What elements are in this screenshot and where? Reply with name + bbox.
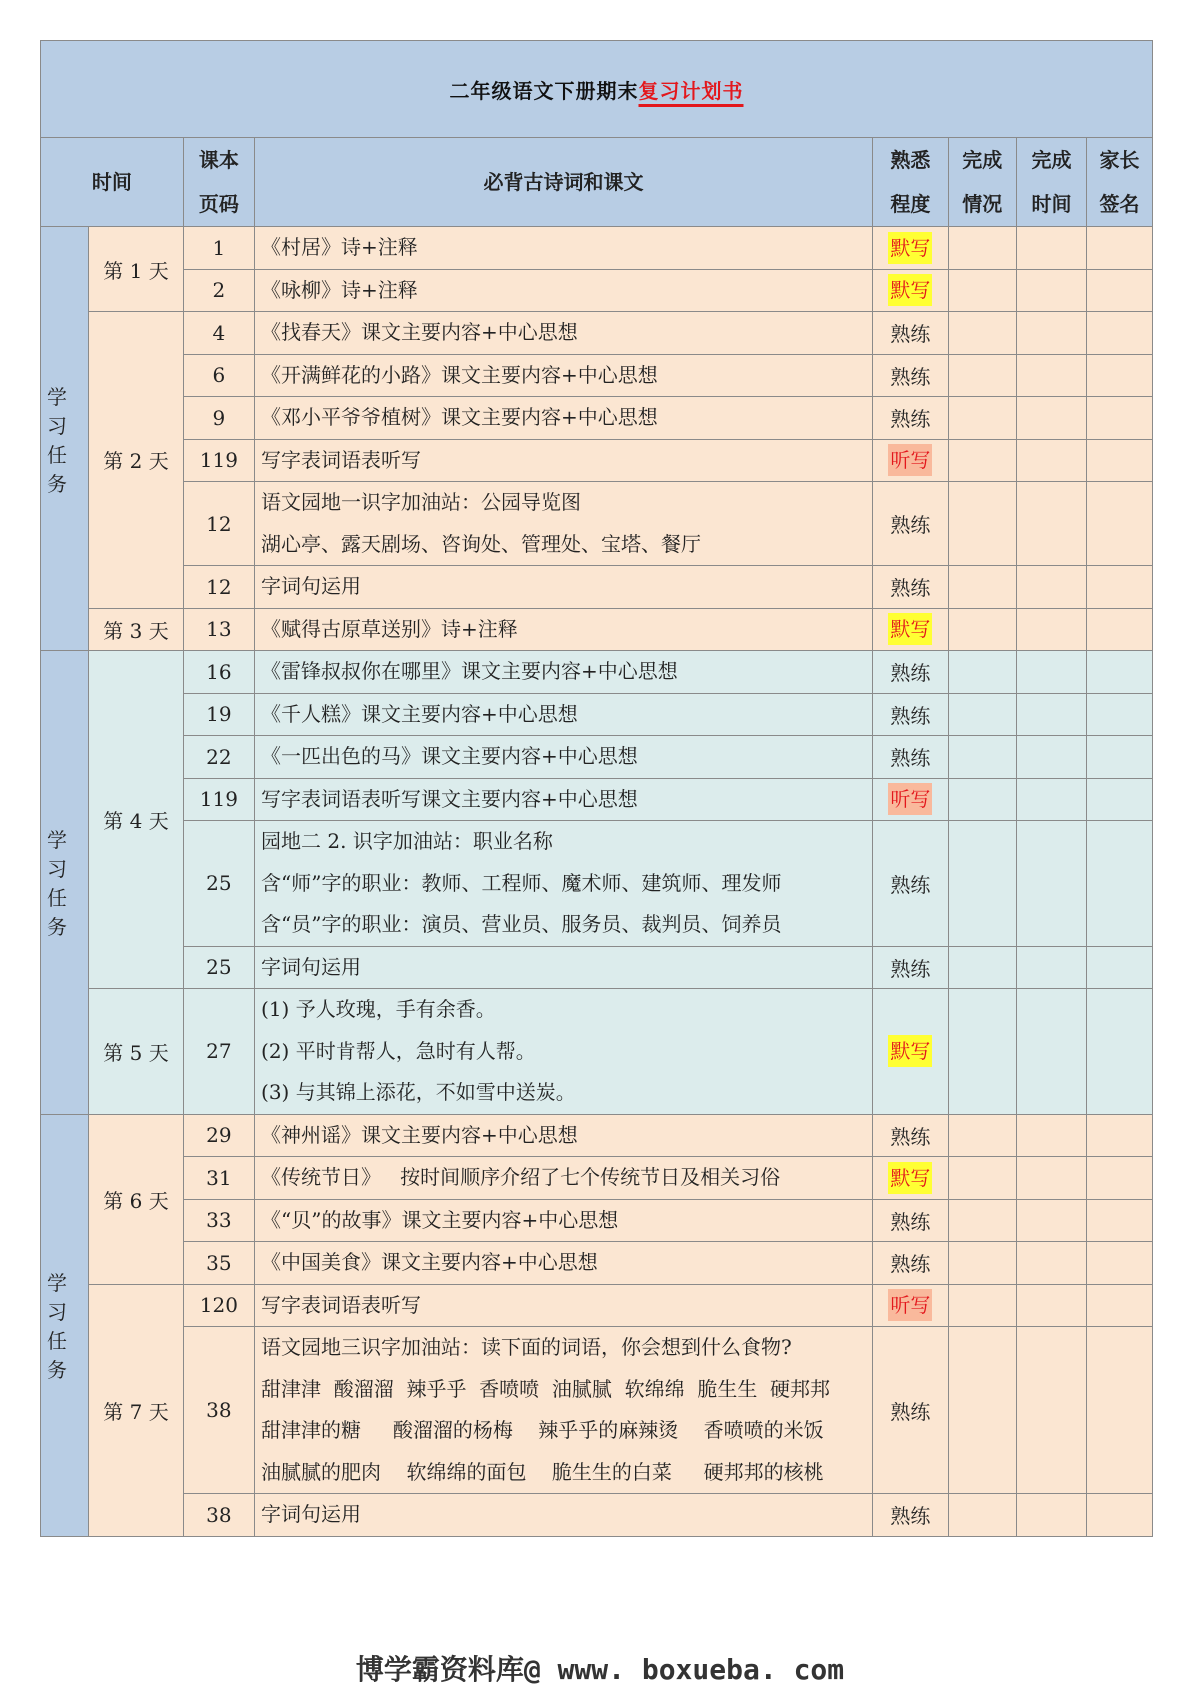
- page-number: 2: [183, 269, 254, 312]
- familiarity-cell: [873, 1199, 949, 1242]
- page-number: 12: [183, 482, 254, 566]
- familiarity-level: 默写: [888, 1035, 932, 1067]
- review-content: [255, 1494, 873, 1537]
- familiarity-cell: [873, 1327, 949, 1494]
- content-line: 《中国美食》课文主要内容+中心思想: [261, 1250, 598, 1274]
- review-content: [255, 693, 873, 736]
- plan-row: [41, 439, 1153, 482]
- parent-signature-cell[interactable]: [1087, 778, 1153, 821]
- plan-row: [41, 312, 1153, 355]
- content-line: 甜津津的糖 酸溜溜的杨梅 辣乎乎的麻辣烫 香喷喷的米饭: [261, 1418, 824, 1442]
- content-line: 含“员”字的职业：演员、营业员、服务员、裁判员、饲养员: [261, 912, 782, 936]
- page-number: 6: [183, 354, 254, 397]
- completion-status-cell[interactable]: [948, 1157, 1016, 1200]
- page-number: 27: [183, 989, 254, 1115]
- review-content: [255, 1242, 873, 1285]
- plan-row: [41, 482, 1153, 566]
- review-content: [255, 651, 873, 694]
- section-label: 学 习 任 务: [41, 227, 89, 651]
- page-number: 22: [183, 736, 254, 779]
- review-content: [255, 946, 873, 989]
- completion-time-cell[interactable]: [1016, 227, 1086, 270]
- page-number: 12: [183, 566, 254, 609]
- plan-row: [41, 1284, 1153, 1327]
- page-number: 1: [183, 227, 254, 270]
- parent-signature-cell[interactable]: [1087, 1284, 1153, 1327]
- parent-signature-cell[interactable]: [1087, 989, 1153, 1115]
- page-number: 31: [183, 1157, 254, 1200]
- content-line: 湖心亭、露天剧场、咨询处、管理处、宝塔、餐厅: [261, 531, 702, 556]
- page-number: 9: [183, 397, 254, 440]
- review-content: [255, 269, 873, 312]
- content-line: 《村居》诗+注释: [261, 235, 418, 259]
- familiarity-cell: [873, 1284, 949, 1327]
- plan-row: [41, 354, 1153, 397]
- content-line: 甜津津 酸溜溜 辣乎乎 香喷喷 油腻腻 软绵绵 脆生生 硬邦邦: [261, 1376, 831, 1401]
- familiarity-level: 熟练: [890, 407, 931, 432]
- completion-status-cell[interactable]: [948, 227, 1016, 270]
- section-label: 学 习 任 务: [41, 651, 89, 1115]
- page-number: 35: [183, 1242, 254, 1285]
- plan-row: [41, 989, 1153, 1115]
- content-line: 《神州谣》课文主要内容+中心思想: [261, 1122, 578, 1147]
- page-number: 119: [183, 439, 254, 482]
- familiarity-cell: [873, 397, 949, 440]
- plan-row: [41, 566, 1153, 609]
- content-line: 园地二 2. 识字加油站：职业名称: [261, 829, 553, 853]
- review-content: [255, 1114, 873, 1157]
- review-content: [255, 1157, 873, 1200]
- plan-row: [41, 227, 1153, 270]
- review-plan-table: [40, 40, 1153, 1537]
- completion-time-cell[interactable]: [1016, 693, 1086, 736]
- day-label: 第 3 天: [89, 608, 183, 651]
- completion-time-cell[interactable]: [1016, 439, 1086, 482]
- day-label: 第 2 天: [89, 312, 183, 609]
- completion-time-cell[interactable]: [1016, 354, 1086, 397]
- plan-row: [41, 946, 1153, 989]
- content-line: 《赋得古原草送别》诗+注释: [261, 616, 518, 641]
- content-line: 油腻腻的肥肉 软绵绵的面包 脆生生的白菜 硬邦邦的核桃: [261, 1459, 824, 1484]
- header-time: 时间: [41, 138, 184, 227]
- familiarity-cell: [873, 946, 949, 989]
- content-line: (3) 与其锦上添花，不如雪中送炭。: [261, 1080, 576, 1104]
- header-row: [41, 138, 1153, 227]
- plan-row: [41, 778, 1153, 821]
- page-number: 29: [183, 1114, 254, 1157]
- review-content: [255, 736, 873, 779]
- plan-row: [41, 651, 1153, 694]
- familiarity-level: 熟练: [890, 364, 931, 389]
- familiarity-cell: [873, 227, 949, 270]
- familiarity-level: 熟练: [890, 661, 931, 686]
- parent-signature-cell[interactable]: [1087, 566, 1153, 609]
- header-parent-signature: 家长 签名: [1087, 138, 1153, 227]
- review-content: [255, 397, 873, 440]
- familiarity-level: 默写: [888, 1162, 932, 1194]
- day-label: 第 4 天: [89, 651, 183, 989]
- completion-status-cell[interactable]: [948, 439, 1016, 482]
- review-content: [255, 1284, 873, 1327]
- completion-time-cell[interactable]: [1016, 651, 1086, 694]
- header-completion-status: 完成 情况: [948, 138, 1016, 227]
- plan-row: [41, 736, 1153, 779]
- familiarity-cell: [873, 439, 949, 482]
- completion-status-cell[interactable]: [948, 1114, 1016, 1157]
- completion-status-cell[interactable]: [948, 482, 1016, 566]
- review-content: [255, 566, 873, 609]
- plan-row: [41, 693, 1153, 736]
- completion-time-cell[interactable]: [1016, 946, 1086, 989]
- plan-row: [41, 1494, 1153, 1537]
- completion-status-cell[interactable]: [948, 269, 1016, 312]
- familiarity-cell: [873, 821, 949, 947]
- completion-time-cell[interactable]: [1016, 1157, 1086, 1200]
- completion-status-cell[interactable]: [948, 693, 1016, 736]
- familiarity-level: 熟练: [890, 1252, 931, 1277]
- completion-time-cell[interactable]: [1016, 397, 1086, 440]
- familiarity-level: 熟练: [890, 576, 931, 601]
- parent-signature-cell[interactable]: [1087, 608, 1153, 651]
- page-number: 13: [183, 608, 254, 651]
- completion-time-cell[interactable]: [1016, 736, 1086, 779]
- content-line: 含“师”字的职业：教师、工程师、魔术师、建筑师、理发师: [261, 870, 782, 895]
- content-line: (2) 平时肯帮人，急时有人帮。: [261, 1038, 536, 1063]
- familiarity-level: 熟练: [890, 322, 931, 347]
- completion-status-cell[interactable]: [948, 397, 1016, 440]
- content-line: 《千人糕》课文主要内容+中心思想: [261, 701, 578, 726]
- parent-signature-cell[interactable]: [1087, 227, 1153, 270]
- plan-row: [41, 821, 1153, 947]
- completion-time-cell[interactable]: [1016, 566, 1086, 609]
- page-number: 4: [183, 312, 254, 355]
- familiarity-level: 熟练: [890, 746, 931, 771]
- content-line: 《雷锋叔叔你在哪里》课文主要内容+中心思想: [261, 659, 678, 683]
- content-line: 字词句运用: [261, 954, 362, 979]
- completion-status-cell[interactable]: [948, 1284, 1016, 1327]
- content-line: 《“贝”的故事》课文主要内容+中心思想: [261, 1207, 619, 1232]
- review-content: [255, 1327, 873, 1494]
- plan-row: [41, 1199, 1153, 1242]
- parent-signature-cell[interactable]: [1087, 1327, 1153, 1494]
- familiarity-cell: [873, 269, 949, 312]
- familiarity-level: 默写: [888, 232, 932, 264]
- day-label: 第 1 天: [89, 227, 183, 312]
- familiarity-level: 听写: [888, 783, 932, 815]
- familiarity-cell: [873, 1114, 949, 1157]
- review-plan-sheet: [40, 40, 1153, 1537]
- completion-status-cell[interactable]: [948, 354, 1016, 397]
- content-line: 字词句运用: [261, 574, 362, 598]
- parent-signature-cell[interactable]: [1087, 354, 1153, 397]
- familiarity-cell: [873, 778, 949, 821]
- completion-status-cell[interactable]: [948, 1242, 1016, 1285]
- page-number: 33: [183, 1199, 254, 1242]
- familiarity-level: 默写: [888, 613, 932, 645]
- content-line: 《一匹出色的马》课文主要内容+中心思想: [261, 744, 638, 768]
- content-line: 语文园地一识字加油站：公园导览图: [261, 490, 582, 514]
- completion-time-cell[interactable]: [1016, 482, 1086, 566]
- completion-status-cell[interactable]: [948, 946, 1016, 989]
- familiarity-cell: [873, 608, 949, 651]
- parent-signature-cell[interactable]: [1087, 482, 1153, 566]
- parent-signature-cell[interactable]: [1087, 439, 1153, 482]
- content-line: 写字表词语表听写: [261, 1292, 422, 1317]
- familiarity-cell: [873, 312, 949, 355]
- page-number: 119: [183, 778, 254, 821]
- parent-signature-cell[interactable]: [1087, 1114, 1153, 1157]
- completion-time-cell[interactable]: [1016, 608, 1086, 651]
- content-line: 写字表词语表听写: [261, 447, 422, 472]
- day-label: 第 5 天: [89, 989, 183, 1115]
- page-number: 25: [183, 821, 254, 947]
- content-line: 字词句运用: [261, 1502, 362, 1526]
- parent-signature-cell[interactable]: [1087, 269, 1153, 312]
- completion-time-cell[interactable]: [1016, 269, 1086, 312]
- page-title: [41, 41, 1153, 138]
- completion-status-cell[interactable]: [948, 1199, 1016, 1242]
- familiarity-cell: [873, 736, 949, 779]
- completion-time-cell[interactable]: [1016, 1284, 1086, 1327]
- familiarity-level: 熟练: [890, 956, 931, 981]
- review-content: [255, 1199, 873, 1242]
- completion-status-cell[interactable]: [948, 1494, 1016, 1537]
- content-line: (1) 予人玫瑰，手有余香。: [261, 997, 496, 1021]
- review-content: [255, 482, 873, 566]
- familiarity-cell: [873, 1494, 949, 1537]
- parent-signature-cell[interactable]: [1087, 821, 1153, 947]
- parent-signature-cell[interactable]: [1087, 1199, 1153, 1242]
- content-line: 《传统节日》 按时间顺序介绍了七个传统节日及相关习俗: [261, 1165, 781, 1189]
- section-label: 学 习 任 务: [41, 1114, 89, 1536]
- plan-row: [41, 1114, 1153, 1157]
- completion-status-cell[interactable]: [948, 821, 1016, 947]
- familiarity-level: 熟练: [890, 703, 931, 728]
- parent-signature-cell[interactable]: [1087, 1157, 1153, 1200]
- header-completion-time: 完成 时间: [1016, 138, 1086, 227]
- parent-signature-cell[interactable]: [1087, 946, 1153, 989]
- plan-row: [41, 1157, 1153, 1200]
- review-content: [255, 312, 873, 355]
- review-content: [255, 227, 873, 270]
- familiarity-level: 默写: [888, 274, 932, 306]
- parent-signature-cell[interactable]: [1087, 397, 1153, 440]
- content-line: 《咏柳》诗+注释: [261, 277, 418, 302]
- completion-time-cell[interactable]: [1016, 1494, 1086, 1537]
- familiarity-level: 听写: [888, 1289, 932, 1321]
- familiarity-level: 熟练: [890, 1124, 931, 1149]
- familiarity-cell: [873, 1157, 949, 1200]
- familiarity-level: 熟练: [890, 1399, 931, 1424]
- page-number: 120: [183, 1284, 254, 1327]
- completion-status-cell[interactable]: [948, 778, 1016, 821]
- familiarity-cell: [873, 1242, 949, 1285]
- completion-time-cell[interactable]: [1016, 1242, 1086, 1285]
- title-red: 复习计划书: [638, 78, 744, 103]
- familiarity-level: 听写: [888, 444, 932, 476]
- title-black: 二年级语文下册期末: [449, 78, 639, 103]
- completion-time-cell[interactable]: [1016, 1114, 1086, 1157]
- review-content: [255, 439, 873, 482]
- completion-status-cell[interactable]: [948, 736, 1016, 779]
- familiarity-cell: [873, 693, 949, 736]
- parent-signature-cell[interactable]: [1087, 736, 1153, 779]
- review-content: [255, 778, 873, 821]
- page-number: 16: [183, 651, 254, 694]
- completion-time-cell[interactable]: [1016, 778, 1086, 821]
- completion-status-cell[interactable]: [948, 608, 1016, 651]
- completion-status-cell[interactable]: [948, 1327, 1016, 1494]
- plan-row: [41, 608, 1153, 651]
- content-line: 写字表词语表听写课文主要内容+中心思想: [261, 786, 638, 811]
- familiarity-level: 熟练: [890, 1209, 931, 1234]
- parent-signature-cell[interactable]: [1087, 1242, 1153, 1285]
- familiarity-cell: [873, 989, 949, 1115]
- parent-signature-cell[interactable]: [1087, 693, 1153, 736]
- completion-time-cell[interactable]: [1016, 312, 1086, 355]
- day-label: 第 6 天: [89, 1114, 183, 1284]
- page-number: 25: [183, 946, 254, 989]
- review-content: [255, 354, 873, 397]
- content-line: 语文园地三识字加油站：读下面的词语，你会想到什么食物?: [261, 1335, 792, 1359]
- completion-time-cell[interactable]: [1016, 989, 1086, 1115]
- familiarity-cell: [873, 482, 949, 566]
- footer-watermark: 博学霸资料库@ www. boxueba. com: [355, 1653, 845, 1686]
- completion-status-cell[interactable]: [948, 989, 1016, 1115]
- familiarity-level: 熟练: [890, 513, 931, 537]
- plan-row: [41, 1242, 1153, 1285]
- familiarity-cell: [873, 651, 949, 694]
- familiarity-cell: [873, 566, 949, 609]
- review-content: [255, 608, 873, 651]
- plan-row: [41, 397, 1153, 440]
- content-line: 《邓小平爷爷植树》课文主要内容+中心思想: [261, 405, 658, 429]
- page-number: 38: [183, 1494, 254, 1537]
- header-page: 课本 页码: [183, 138, 254, 227]
- review-content: [255, 989, 873, 1115]
- completion-time-cell[interactable]: [1016, 1199, 1086, 1242]
- familiarity-level: 熟练: [890, 872, 931, 897]
- parent-signature-cell[interactable]: [1087, 1494, 1153, 1537]
- parent-signature-cell[interactable]: [1087, 312, 1153, 355]
- page-number: 19: [183, 693, 254, 736]
- completion-status-cell[interactable]: [948, 312, 1016, 355]
- completion-status-cell[interactable]: [948, 651, 1016, 694]
- day-label: 第 7 天: [89, 1284, 183, 1536]
- page-number: 38: [183, 1327, 254, 1494]
- completion-time-cell[interactable]: [1016, 1327, 1086, 1494]
- completion-time-cell[interactable]: [1016, 821, 1086, 947]
- plan-row: [41, 1327, 1153, 1494]
- content-line: 《找春天》课文主要内容+中心思想: [261, 320, 578, 344]
- header-familiarity: 熟悉 程度: [873, 138, 949, 227]
- completion-status-cell[interactable]: [948, 566, 1016, 609]
- content-line: 《开满鲜花的小路》课文主要内容+中心思想: [261, 362, 658, 387]
- plan-row: [41, 269, 1153, 312]
- familiarity-level: 熟练: [890, 1504, 931, 1529]
- header-content: 必背古诗词和课文: [255, 138, 873, 227]
- parent-signature-cell[interactable]: [1087, 651, 1153, 694]
- review-content: [255, 821, 873, 947]
- familiarity-cell: [873, 354, 949, 397]
